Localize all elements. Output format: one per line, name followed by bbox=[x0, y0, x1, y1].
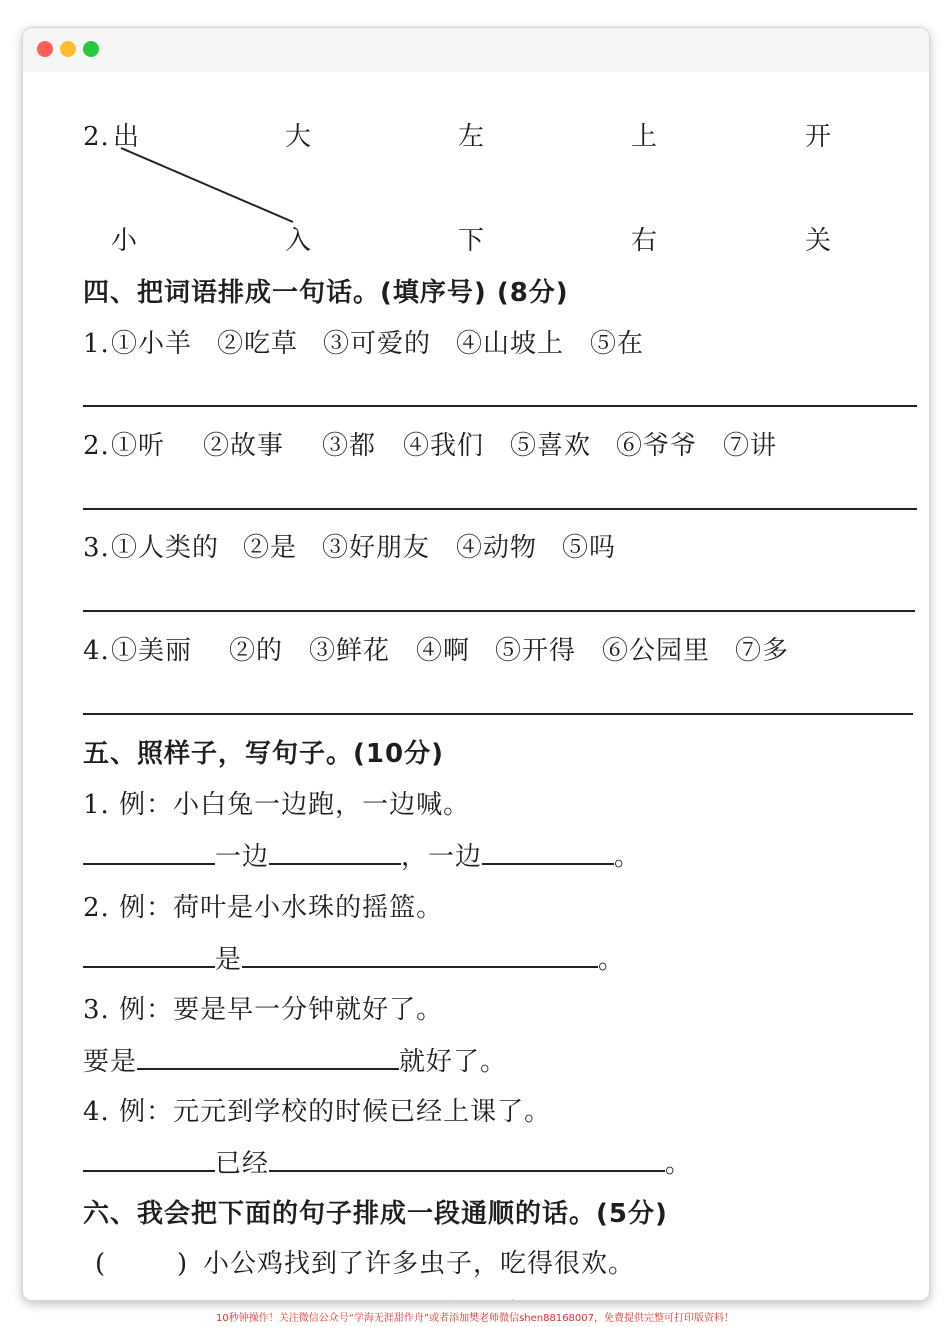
s4-word: ④山坡上 bbox=[456, 329, 565, 359]
s4-word: ⑥爷爷 bbox=[616, 431, 698, 461]
s4-word: ①人类的 bbox=[111, 533, 220, 563]
answer-line[interactable] bbox=[83, 508, 917, 510]
s4-word: ⑤在 bbox=[590, 329, 645, 359]
s4-word: ③鲜花 bbox=[309, 636, 391, 666]
s4-item-number: 3. bbox=[83, 533, 110, 563]
s4-item-number: 2. bbox=[83, 431, 110, 461]
order-bracket-close bbox=[177, 1299, 188, 1301]
fill-text: 。 bbox=[598, 945, 626, 975]
match-bottom-word: 下 bbox=[458, 226, 486, 256]
s5-example: 3. 例：要是早一分钟就好了。 bbox=[83, 995, 444, 1025]
section5-title: 五、照样子，写句子。(10分) bbox=[83, 739, 444, 769]
s5-fill-row bbox=[83, 841, 641, 872]
order-bracket-close: ) bbox=[177, 1249, 189, 1279]
fill-text: 一边 bbox=[215, 842, 270, 872]
app-window bbox=[22, 27, 930, 1301]
match-number: 2. bbox=[83, 122, 110, 152]
fill-blank[interactable] bbox=[83, 944, 215, 968]
match-top-word: 上 bbox=[631, 122, 659, 152]
s4-word: ①美丽 bbox=[111, 636, 193, 666]
order-bracket-open bbox=[95, 1299, 106, 1301]
s4-word: ⑦多 bbox=[735, 636, 790, 666]
s4-word: ①听 bbox=[111, 431, 166, 461]
order-bracket-open: ( bbox=[95, 1249, 107, 1279]
fill-text: ，一边 bbox=[401, 842, 483, 872]
fill-text: 已经 bbox=[215, 1149, 270, 1179]
s4-word: ⑤喜欢 bbox=[510, 431, 592, 461]
answer-line[interactable] bbox=[83, 610, 915, 612]
fill-text: 是 bbox=[215, 945, 243, 975]
section6-title: 六、我会把下面的句子排成一段通顺的话。(5分) bbox=[83, 1199, 668, 1229]
s4-word: ⑥公园里 bbox=[602, 636, 711, 666]
s4-item-number: 1. bbox=[83, 329, 110, 359]
s4-item-number: 4. bbox=[83, 636, 110, 666]
s4-word: ④我们 bbox=[403, 431, 485, 461]
match-bottom-word: 右 bbox=[631, 226, 659, 256]
match-top-word: 开 bbox=[805, 122, 833, 152]
s4-word: ③好朋友 bbox=[322, 533, 431, 563]
s4-word: ④啊 bbox=[416, 636, 471, 666]
s4-word: ②故事 bbox=[203, 431, 285, 461]
s5-example: 2. 例：荷叶是小水珠的摇篮。 bbox=[83, 893, 444, 923]
s4-word: ③都 bbox=[322, 431, 377, 461]
fill-blank[interactable] bbox=[137, 1046, 399, 1070]
fill-blank[interactable] bbox=[269, 841, 401, 865]
match-top-word: 大 bbox=[285, 122, 313, 152]
answer-line[interactable] bbox=[83, 405, 917, 407]
s4-word: ③可爱的 bbox=[323, 329, 432, 359]
s5-example: 4. 例：元元到学校的时候已经上课了。 bbox=[83, 1097, 552, 1127]
worksheet-page bbox=[23, 72, 929, 1300]
fill-blank[interactable] bbox=[83, 1148, 215, 1172]
match-bottom-word: 关 bbox=[805, 226, 833, 256]
minimize-button[interactable] bbox=[60, 41, 76, 57]
fill-blank[interactable] bbox=[83, 841, 215, 865]
fill-blank[interactable] bbox=[242, 944, 598, 968]
match-top-word: 左 bbox=[458, 122, 486, 152]
fill-blank[interactable] bbox=[269, 1148, 665, 1172]
s5-fill-row bbox=[83, 1046, 507, 1077]
fill-text: 要是 bbox=[83, 1047, 138, 1077]
fill-text: 。 bbox=[614, 842, 642, 872]
s4-word: ①小羊 bbox=[111, 329, 193, 359]
order-sentence: 小公鸡找到了许多虫子，吃得很欢。 bbox=[203, 1249, 636, 1279]
fill-text: 。 bbox=[665, 1149, 693, 1179]
answer-line[interactable] bbox=[83, 713, 913, 715]
s4-word: ②的 bbox=[229, 636, 284, 666]
match-bottom-word: 小 bbox=[111, 226, 139, 256]
s4-word: ⑦讲 bbox=[723, 431, 778, 461]
s4-word: ②是 bbox=[243, 533, 298, 563]
s5-example: 1. 例：小白兔一边跑，一边喊。 bbox=[83, 790, 471, 820]
fill-text: 就好了。 bbox=[399, 1047, 508, 1077]
order-sentence bbox=[203, 1299, 581, 1301]
title-bar bbox=[23, 28, 929, 72]
s4-word: ⑤开得 bbox=[495, 636, 577, 666]
footer-note: 10秒钟操作！关注微信公众号“学海无涯甜作舟”或者添加樊老师微信shen88168007，免费提供完整可打印版资料！ bbox=[215, 1313, 735, 1324]
match-bottom-word: 入 bbox=[285, 226, 313, 256]
s5-fill-row bbox=[83, 1148, 692, 1179]
s4-word: ②吃草 bbox=[217, 329, 299, 359]
maximize-button[interactable] bbox=[83, 41, 99, 57]
close-button[interactable] bbox=[37, 41, 53, 57]
s5-fill-row bbox=[83, 944, 625, 975]
fill-blank[interactable] bbox=[482, 841, 614, 865]
match-top-word: 出 bbox=[113, 122, 141, 152]
section4-title: 四、把词语排成一句话。(填序号) (8分) bbox=[83, 278, 569, 308]
s4-word: ⑤吗 bbox=[562, 533, 617, 563]
s4-word: ④动物 bbox=[456, 533, 538, 563]
